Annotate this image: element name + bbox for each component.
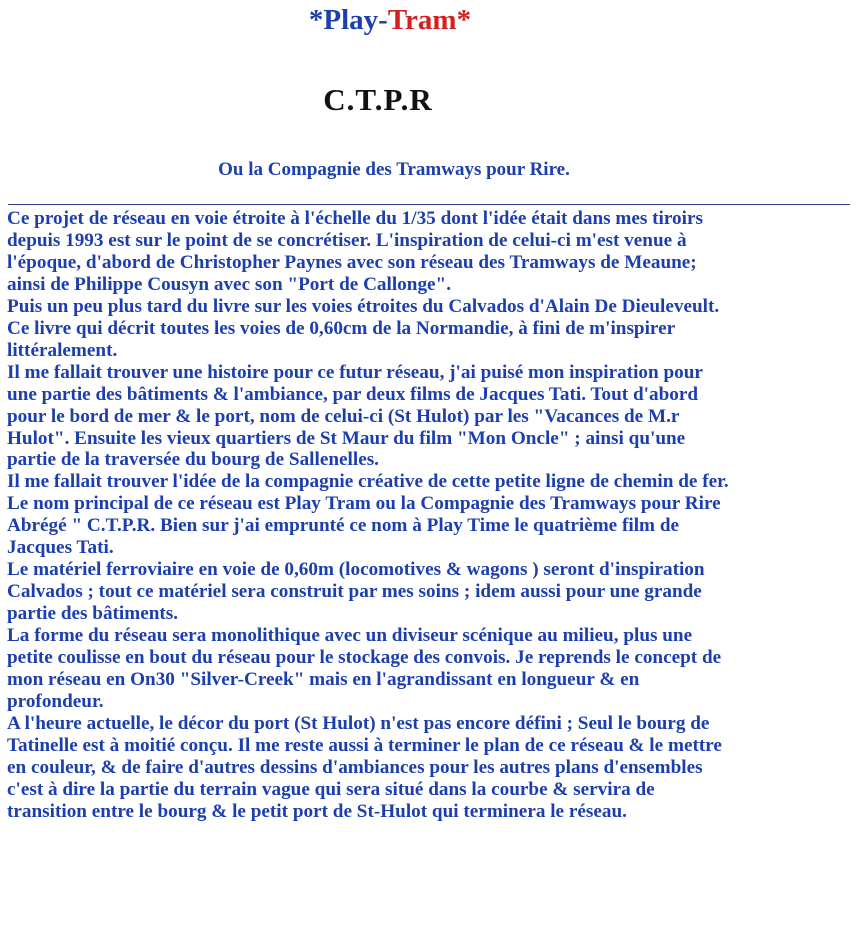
title-tram: Tram [387,4,457,36]
text-line: Il me fallait trouver une histoire pour ce futur réseau, j'ai puisé mon inspiration pour [7,361,703,383]
text-line: Ce projet de réseau en voie étroite à l'échelle du 1/35 dont l'idée était dans mes tiroirs [7,208,703,229]
text-line: Tatinelle est à moitié conçu. Il me reste aussi à terminer le plan de ce réseau & le mettre [7,734,722,756]
text-line: Hulot". Ensuite les vieux quartiers de St Maur du film "Mon Oncle" ; ainsi qu'une [7,427,686,449]
text-line: l'époque, d'abord de Christopher Paynes avec son réseau des Tramways de Meaune; [7,251,697,273]
text-line: Calvados ; tout ce matériel sera construit par mes soins ; idem aussi pour une grande [7,581,702,603]
text-line: une partie des bâtiments & l'ambiance, par deux films de Jacques Tati. Tout d'abord [7,383,699,405]
title-play: Play- [323,4,388,36]
text-line: Ce livre qui décrit toutes les voies de 0,60cm de la Normandie, à fini de m'inspirer [7,317,676,339]
page-subtitle: C.T.P.R [323,82,433,117]
text-line: A l'heure actuelle, le décor du port (St Hulot) n'est pas encore défini ; Seul le bourg de [7,712,710,734]
tagline: Ou la Compagnie des Tramways pour Rire. [218,159,570,180]
text-line: partie de la traversée du bourg de Sallenelles. [7,449,379,471]
text-line: Le nom principal de ce réseau est Play Tram ou la Compagnie des Tramways pour Rire [7,493,721,515]
divider-rule [8,204,850,205]
text-line: profondeur. [7,690,104,712]
body-paragraph [7,208,857,823]
text-line: Puis un peu plus tard du livre sur les voies étroites du Calvados d'Alain De Dieuleveult. [7,295,720,317]
text-line: Jacques Tati. [7,537,114,559]
text-line: depuis 1993 est sur le point de se concrétiser. L'inspiration de celui-ci m'est venue à [7,229,687,251]
text-line: La forme du réseau sera monolithique avec un diviseur scénique au milieu, plus une [7,625,693,647]
text-line: Abrégé " C.T.P.R. Bien sur j'ai emprunté ce nom à Play Time le quatrième film de [7,515,680,537]
text-line: littéralement. [7,339,118,361]
text-line: Il me fallait trouver l'idée de la compagnie créative de cette petite ligne de chemin de fer. [7,471,729,493]
text-line: transition entre le bourg & le petit port de St-Hulot qui terminera le réseau. [7,800,627,822]
title-star-open: * [308,4,324,36]
text-line: en couleur, & de faire d'autres dessins d'ambiances pour les autres plans d'ensembles [7,756,703,778]
text-line: pour le bord de mer & le port, nom de celui-ci (St Hulot) par les "Vacances de M.r [7,405,680,427]
page-title [0,0,780,40]
text-line: mon réseau en On30 "Silver-Creek" mais en l'agrandissant en longueur & en [7,669,640,691]
title-star-close: * [456,4,472,36]
text-line: c'est à dire la partie du terrain vague qui sera situé dans la courbe & servira de [7,778,655,800]
text-line: partie des bâtiments. [7,603,179,625]
text-line: ainsi de Philippe Cousyn avec son "Port de Callonge". [7,273,452,295]
text-line: Le matériel ferroviaire en voie de 0,60m (locomotives & wagons ) seront d'inspiration [7,559,705,581]
text-line: petite coulisse en bout du réseau pour le stockage des convois. Je reprends le concept de [7,647,722,669]
